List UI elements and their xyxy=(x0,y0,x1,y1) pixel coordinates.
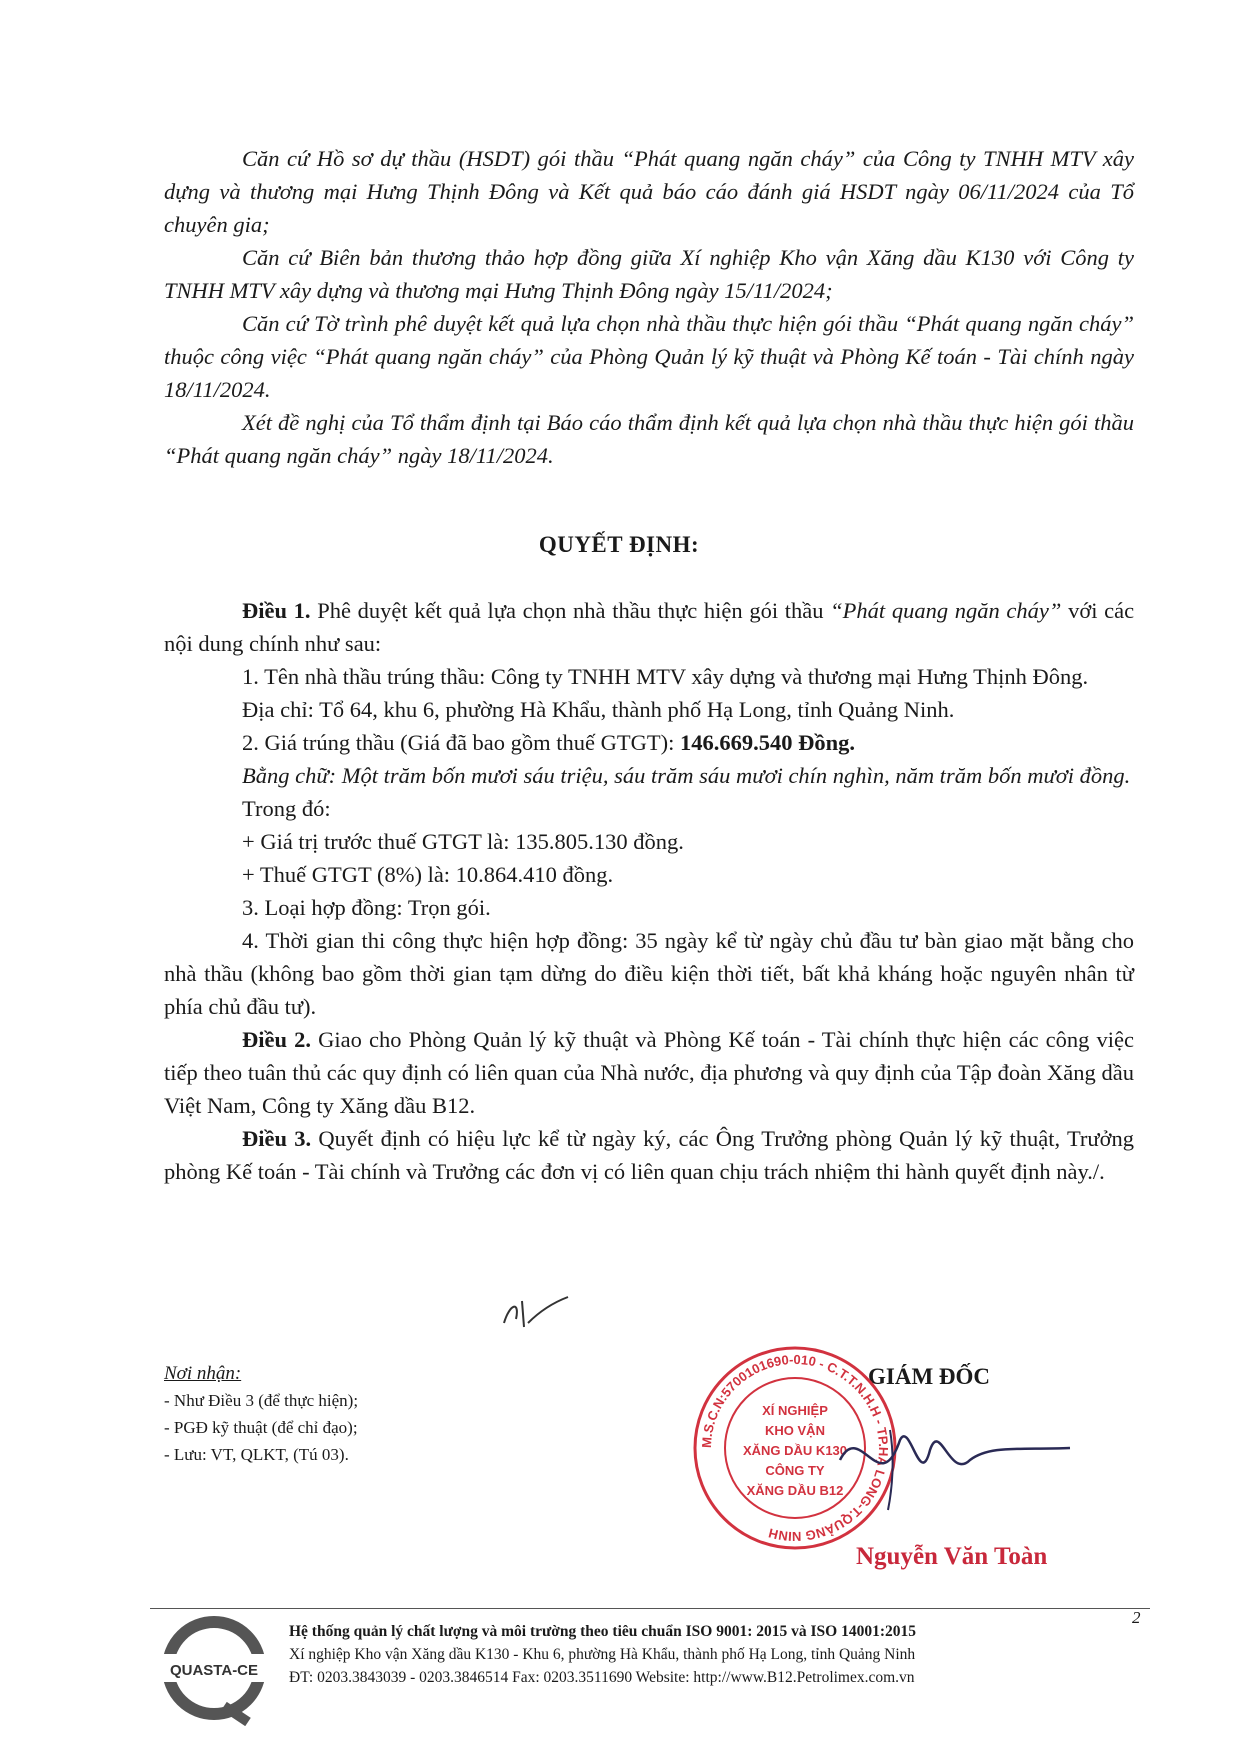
signer-name: Nguyễn Văn Toàn xyxy=(856,1543,1048,1570)
preamble-paragraph: Căn cứ Tờ trình phê duyệt kết quả lựa chọn nhà thầu thực hiện gói thầu “Phát quang ngăn cháy” thuộc công việc “Phát quang ngăn cháy” của Phòng Quản lý kỹ thuật và Phòng Kế toán - Tài chính ngày 18/11/2024. xyxy=(164,311,1134,402)
vat-value: + Thuế GTGT (8%) là: 10.864.410 đồng. xyxy=(242,862,614,887)
svg-text:KHO VẬN: KHO VẬN xyxy=(765,1423,825,1438)
decision-title: QUYẾT ĐỊNH: xyxy=(538,532,700,557)
footer-iso-line: Hệ thống quản lý chất lượng và môi trường theo tiêu chuẩn ISO 9001: 2015 và ISO 14001:2015 xyxy=(289,1623,916,1640)
article-2-text: Giao cho Phòng Quản lý kỹ thuật và Phòng Kế toán - Tài chính thực hiện các công việc tiếp theo tuân thủ các quy định có liên quan của Nhà nước, địa phương và quy định của Tập đoàn Xăng dầu Việt Nam, Công ty Xăng dầu B12. xyxy=(164,1027,1135,1118)
of-which-label: Trong đó: xyxy=(242,796,331,821)
svg-text:XÍ NGHIỆP: XÍ NGHIỆP xyxy=(762,1403,828,1418)
recipient-item: - PGĐ kỹ thuật (để chỉ đạo); xyxy=(164,1418,358,1437)
winning-price-value: 146.669.540 Đồng. xyxy=(680,730,856,755)
winning-price xyxy=(164,726,1134,759)
director-title: GIÁM ĐỐC xyxy=(868,1364,991,1389)
preamble xyxy=(164,142,1134,472)
articles xyxy=(164,594,1134,1188)
recipient-item: - Lưu: VT, QLKT, (Tú 03). xyxy=(164,1445,349,1464)
article-2 xyxy=(164,1023,1134,1122)
contract-duration: 4. Thời gian thi công thực hiện hợp đồng: 35 ngày kể từ ngày chủ đầu tư bàn giao mặt bằng cho nhà thầu (không bao gồm thời gian tạm dừng do điều kiện thời tiết, bất khả kháng hoặc nguyên nhân từ phía chủ đầu tư). xyxy=(164,928,1134,1019)
handwritten-signature xyxy=(820,1400,1080,1520)
contractor-name: 1. Tên nhà thầu trúng thầu: Công ty TNHH MTV xây dựng và thương mại Hưng Thịnh Đông. xyxy=(242,664,1089,689)
svg-text:QUASTA-CE: QUASTA-CE xyxy=(169,1662,259,1679)
page-number: 2 xyxy=(1132,1608,1141,1627)
preamble-paragraph: Xét đề nghị của Tổ thẩm định tại Báo cáo thẩm định kết quả lựa chọn nhà thầu thực hiện gói thầu “Phát quang ngăn cháy” ngày 18/11/2024. xyxy=(164,410,1134,468)
footer-contact-line: ĐT: 0203.3843039 - 0203.3846514 Fax: 0203.3511690 Website: http://www.B12.Petrolimex.com.vn xyxy=(289,1669,915,1686)
recipients-heading: Nơi nhận: xyxy=(164,1363,242,1384)
recipients-block xyxy=(164,1360,358,1468)
article-2-label: Điều 2. xyxy=(242,1027,311,1052)
price-in-words: Bằng chữ: Một trăm bốn mươi sáu triệu, sáu trăm sáu mươi chín nghìn, năm trăm bốn mươi đồng. xyxy=(242,763,1131,788)
article-3-text: Quyết định có hiệu lực kể từ ngày ký, các Ông Trưởng phòng Quản lý kỹ thuật, Trưởng phòng Kế toán - Tài chính và Trưởng các đơn vị có liên quan chịu trách nhiệm thi hành quyết định này./. xyxy=(164,1126,1135,1184)
initials-mark xyxy=(498,1293,588,1333)
svg-text:XĂNG DẦU B12: XĂNG DẦU B12 xyxy=(746,1483,844,1498)
article-1-text-end: với các nội dung chính như sau: xyxy=(164,598,1135,656)
article-3-label: Điều 3. xyxy=(242,1126,312,1151)
svg-text:CÔNG TY: CÔNG TY xyxy=(765,1463,825,1478)
winning-price-label: 2. Giá trúng thầu (Giá đã bao gồm thuế GTGT): xyxy=(242,730,675,755)
preamble-paragraph: Căn cứ Hồ sơ dự thầu (HSDT) gói thầu “Phát quang ngăn cháy” của Công ty TNHH MTV xây dựng và thương mại Hưng Thịnh Đông và Kết quả báo cáo đánh giá HSDT ngày 06/11/2024 của Tổ chuyên gia; xyxy=(164,146,1134,237)
svg-text:XĂNG DẦU K130: XĂNG DẦU K130 xyxy=(742,1443,848,1458)
article-3 xyxy=(164,1122,1134,1188)
article-1-text: Phê duyệt kết quả lựa chọn nhà thầu thực hiện gói thầu xyxy=(317,598,824,623)
package-name: “Phát quang ngăn cháy” xyxy=(830,598,1062,623)
svg-text:M.S.C.N:5700101690-010 - C.T.T: M.S.C.N:5700101690-010 - C.T.T.N.H.H - TP.HẠ LONG-T.QUẢNG NINH xyxy=(698,1351,892,1545)
preamble-paragraph: Căn cứ Biên bản thương thảo hợp đồng giữa Xí nghiệp Kho vận Xăng dầu K130 với Công ty TNHH MTV xây dựng và thương mại Hưng Thịnh Đông ngày 15/11/2024; xyxy=(164,245,1134,303)
article-1 xyxy=(164,594,1134,660)
footer xyxy=(289,1620,916,1689)
recipient-item: - Như Điều 3 (để thực hiện); xyxy=(164,1391,359,1410)
article-1-label: Điều 1. xyxy=(242,598,311,623)
footer-address-line: Xí nghiệp Kho vận Xăng dầu K130 - Khu 6, phường Hà Khẩu, thành phố Hạ Long, tỉnh Quảng Ninh xyxy=(289,1646,916,1663)
pre-tax-value: + Giá trị trước thuế GTGT là: 135.805.130 đồng. xyxy=(242,829,684,854)
contractor-address: Địa chỉ: Tổ 64, khu 6, phường Hà Khẩu, thành phố Hạ Long, tỉnh Quảng Ninh. xyxy=(242,697,955,722)
footer-divider xyxy=(150,1608,1150,1609)
quasta-logo xyxy=(158,1614,270,1726)
contract-type: 3. Loại hợp đồng: Trọn gói. xyxy=(242,895,491,920)
